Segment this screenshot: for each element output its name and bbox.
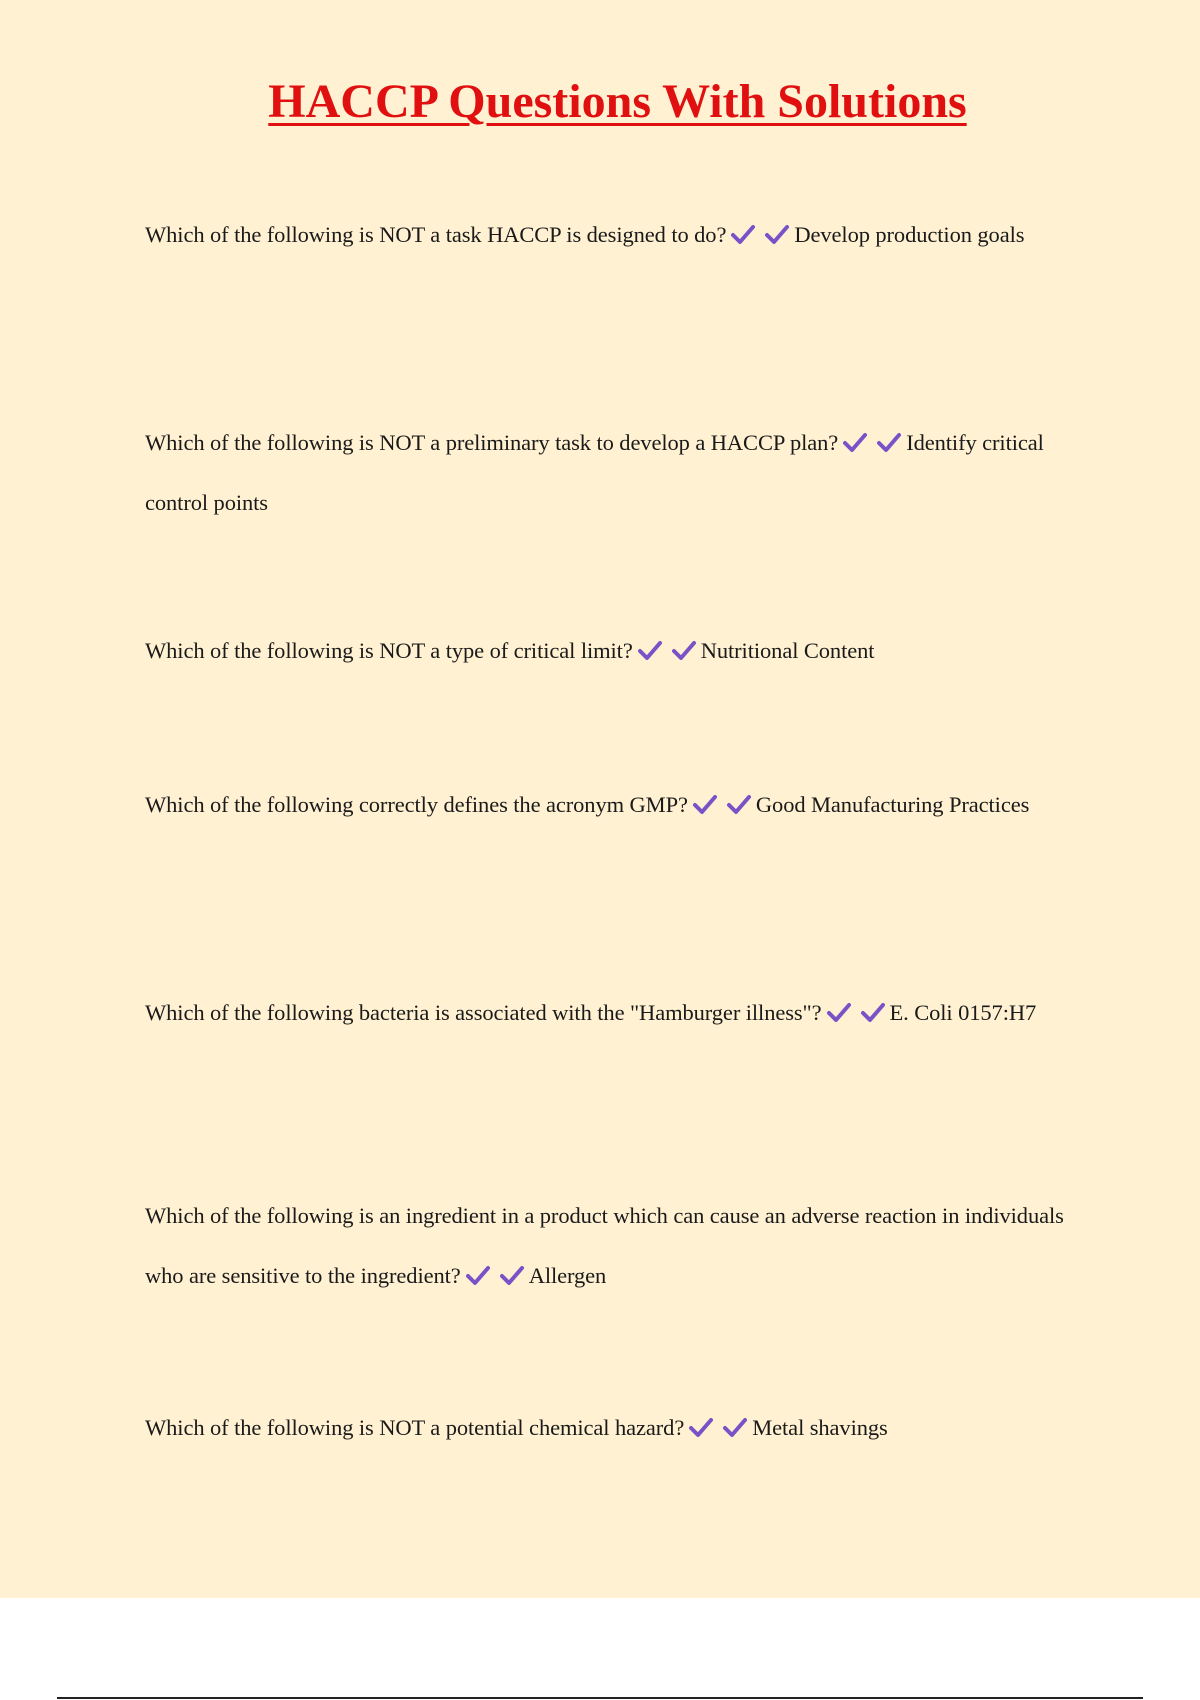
question-text: Which of the following is NOT a task HACCP is designed to do? [145,222,727,247]
check-icon [826,1001,852,1023]
qa-item-5 [145,983,1065,1043]
answer-text: Nutritional Content [700,638,875,663]
check-icon [637,639,663,661]
check-icon [730,223,756,245]
check-icon [499,1264,525,1286]
qa-item-2 [145,413,1065,533]
answer-text: Good Manufacturing Practices [755,792,1030,817]
question-text: Which of the following bacteria is associated with the "Hamburger illness"? [145,1000,822,1025]
question-text: Which of the following is NOT a type of critical limit? [145,638,633,663]
answer-text: Allergen [528,1263,607,1288]
check-icon [465,1264,491,1286]
qa-item-6 [145,1186,1065,1306]
page-divider [57,1697,1143,1699]
check-icon [726,793,752,815]
qa-item-3 [145,621,1065,681]
check-icon [860,1001,886,1023]
answer-text: Metal shavings [752,1415,888,1440]
page-title: HACCP Questions With Solutions [268,75,967,128]
question-text: Which of the following correctly defines the acronym GMP? [145,792,688,817]
check-icon [692,793,718,815]
question-text: Which of the following is an ingredient in a product which can cause an adverse reaction in individuals who are sensitive to the ingredient? [145,1203,1064,1288]
answer-text: Identify critical control points [145,430,1044,515]
qa-item-4 [145,775,1065,835]
check-icon [876,431,902,453]
check-icon [842,431,868,453]
qa-item-7 [145,1398,1065,1458]
answer-text: E. Coli 0157:H7 [889,1000,1037,1025]
check-icon [722,1416,748,1438]
check-icon [671,639,697,661]
check-icon [688,1416,714,1438]
check-icon [764,223,790,245]
question-text: Which of the following is NOT a preliminary task to develop a HACCP plan? [145,430,839,455]
answer-text: Develop production goals [794,222,1025,247]
question-text: Which of the following is NOT a potential chemical hazard? [145,1415,685,1440]
qa-item-1 [145,205,1065,265]
